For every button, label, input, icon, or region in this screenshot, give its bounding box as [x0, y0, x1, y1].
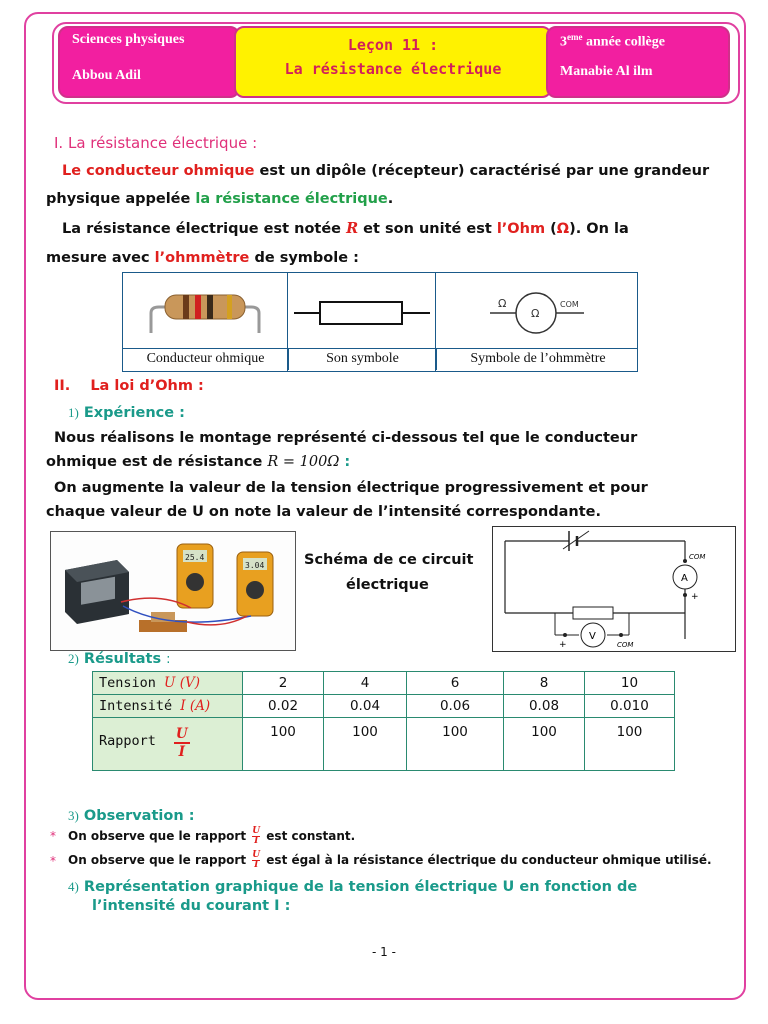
experience-p3: On augmente la valeur de la tension électrique progressivement et pour — [54, 480, 648, 496]
voltmeter-label: V — [589, 631, 596, 642]
results-table — [92, 671, 675, 771]
subject: Sciences physiques — [72, 32, 185, 47]
com-label: COM — [560, 300, 579, 309]
caption-ohmmeter: Symbole de l’ohmmètre — [436, 349, 639, 370]
ohmmeter-symbol-icon — [436, 273, 636, 349]
table-cell: 100 — [407, 718, 504, 771]
observation-title: 3) Observation : — [68, 808, 195, 824]
table-cell: 0.02 — [243, 695, 324, 718]
ratio-label: Rapport $\frac{U}{I}$ — [93, 718, 243, 771]
meter2-display: 3.04 — [245, 561, 265, 570]
header-title-box — [234, 26, 552, 98]
circuit-diagram — [492, 526, 736, 652]
intensity-label: Intensité I (A) — [93, 695, 243, 718]
table-cell: 100 — [504, 718, 585, 771]
table-cell: 2 — [243, 672, 324, 695]
page-number: - 1 - — [372, 945, 396, 959]
graph-title-2: l’intensité du courant I : — [92, 898, 291, 914]
fraction-u-i: $\frac{U}{I}$ — [252, 850, 261, 870]
table-cell: 0.010 — [585, 695, 675, 718]
table-cell: 6 — [407, 672, 504, 695]
table-cell: 0.04 — [324, 695, 407, 718]
caption-symbol: Son symbole — [288, 349, 436, 370]
lesson-title: La résistance électrique — [284, 60, 502, 78]
section1-title: I. La résistance électrique : — [54, 134, 258, 152]
table-cell: 100 — [243, 718, 324, 771]
lesson-number: Leçon 11 : — [347, 36, 439, 54]
experience-p1: Nous réalisons le montage représenté ci-dessous tel que le conducteur — [54, 430, 638, 446]
table-row-tension — [93, 672, 675, 695]
experience-p2: ohmique est de résistance R = 100Ω : — [46, 454, 351, 470]
tension-label: Tension U (V) — [93, 672, 243, 695]
ohm-label: Ω — [498, 297, 507, 310]
symbol-table — [122, 272, 638, 372]
table-cell: 100 — [585, 718, 675, 771]
resistor-photo — [123, 273, 287, 349]
observation-1: On observe que le rapport $\frac{U}{I}$ est constant. — [68, 826, 356, 846]
bullet-icon: * — [50, 829, 56, 843]
results-title: 2) Résultats : — [68, 651, 171, 667]
author: Abbou Adil — [72, 68, 141, 83]
observation-2: On observe que le rapport $\frac{U}{I}$ est égal à la résistance électrique du conducteur ohmique utilisé. — [68, 850, 712, 870]
resistor-symbol-icon — [288, 273, 436, 349]
section1-p1: Le conducteur ohmique est un dipôle (récepteur) caractérisé par une grandeur — [62, 163, 710, 179]
schema-title-2: électrique — [346, 577, 429, 593]
section1-p2: La résistance électrique est notée R et son unité est l’Ohm (Ω). On la — [62, 220, 629, 237]
header-left-box — [58, 26, 240, 98]
bullet-icon: * — [50, 854, 56, 868]
table-cell: 100 — [324, 718, 407, 771]
com2-label: COM — [617, 641, 634, 649]
plus2-label: + — [559, 640, 567, 650]
caption-conductor: Conducteur ohmique — [146, 351, 265, 366]
table-cell: 10 — [585, 672, 675, 695]
table-row-ratio — [93, 718, 675, 771]
graph-title-1: 4) Représentation graphique de la tension électrique U en fonction de — [68, 879, 638, 895]
table-cell: 0.08 — [504, 695, 585, 718]
section1-p3: mesure avec l’ohmmètre de symbole : — [46, 250, 359, 266]
ohm-center-label: Ω — [531, 307, 540, 320]
section1-p1b: physique appelée la résistance électrique. — [46, 191, 394, 207]
school: Manabie Al ilm — [560, 64, 653, 79]
ammeter-label: A — [681, 573, 688, 584]
symbol-captions — [123, 348, 637, 371]
plus1-label: + — [691, 592, 699, 602]
grade: 3eme année collège — [560, 32, 665, 50]
apparatus-photo — [50, 531, 296, 651]
section2-title: II. La loi d’Ohm : — [54, 378, 204, 394]
ratio-fraction: $\frac{U}{I}$ — [175, 726, 188, 760]
table-row-intensity — [93, 695, 675, 718]
experience-p4: chaque valeur de U on note la valeur de l’intensité correspondante. — [46, 504, 602, 520]
header-right-box — [546, 26, 730, 98]
experience-title: 1) Expérience : — [68, 405, 185, 421]
com1-label: COM — [689, 553, 706, 561]
schema-title-1: Schéma de ce circuit — [304, 552, 474, 568]
meter1-display: 25.4 — [185, 553, 205, 562]
table-cell: 0.06 — [407, 695, 504, 718]
fraction-u-i: $\frac{U}{I}$ — [252, 826, 261, 846]
table-cell: 8 — [504, 672, 585, 695]
table-cell: 4 — [324, 672, 407, 695]
